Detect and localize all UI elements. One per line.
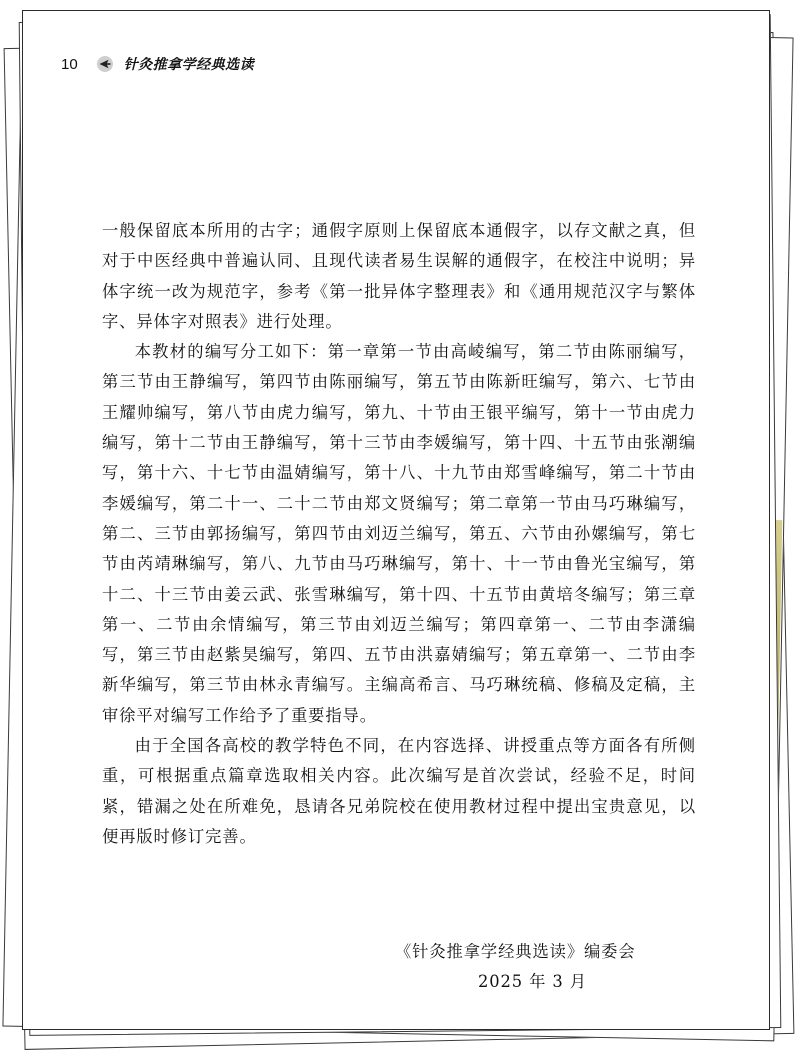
page-header [61,53,254,75]
paragraph: 由于全国各高校的教学特色不同，在内容选择、讲授重点等方面各有所侧重，可根据重点篇章选取相关内容。此次编写是首次尝试，经验不足，时间紧，错漏之处在所难免，恳请各兄弟院校在使用教材过程中提出宝贵意见，以便再版时修订完善。 [102,736,696,846]
paragraph: 一般保留底本所用的古字；通假字原则上保留底本通假字，以存文献之真，但对于中医经典中普遍认同、且现代读者易生误解的通假字，在校注中说明；异体字统一改为规范字，参考《第一批异体字整理表》和《通用规范汉字与繁体字、异体字对照表》进行处理。 [102,221,696,331]
signature-date: 2025 年 3 月 [478,972,587,991]
book-page [22,10,770,1030]
paragraph: 本教材的编写分工如下：第一章第一节由高崚编写，第二节由陈丽编写，第三节由王静编写，第四节由陈丽编写，第五节由陈新旺编写，第六、七节由王耀帅编写，第八节由虎力编写，第九、十节由王银平编写，第十一节由虎力编写，第十二节由王静编写，第十三节由李媛编写，第十四、十五节由张潮编写，第十六、十七节由温婧编写，第十八、十九节由郑雪峰编写，第二十节由李媛编写，第二十一、二十二节由郑文贤编写；第二章第一节由马巧琳编写，第二、三节由郭扬编写，第四节由刘迈兰编写，第五、六节由孙嫘编写，第七节由芮靖琳编写，第八、九节由马巧琳编写，第十、十一节由鲁光宝编写，第十二、十三节由姜云武、张雪琳编写，第十四、十五节由黄培冬编写；第三章第一、二节由余情编写，第三节由刘迈兰编写；第四章第一、二节由李潇编写，第三节由赵紫昊编写，第四、五节由洪嘉婧编写；第五章第一、二节由李新华编写，第三节由林永青编写。主编高希言、马巧琳统稿、修稿及定稿，主审徐平对编写工作给予了重要指导。 [102,342,696,725]
editorial-committee: 《针灸推拿学经典选读》编委会 [395,942,636,961]
page-number: 10 [61,55,78,73]
running-title: 针灸推拿学经典选读 [123,57,255,73]
back-arrow-icon[interactable] [96,55,114,73]
body-text [102,216,696,852]
